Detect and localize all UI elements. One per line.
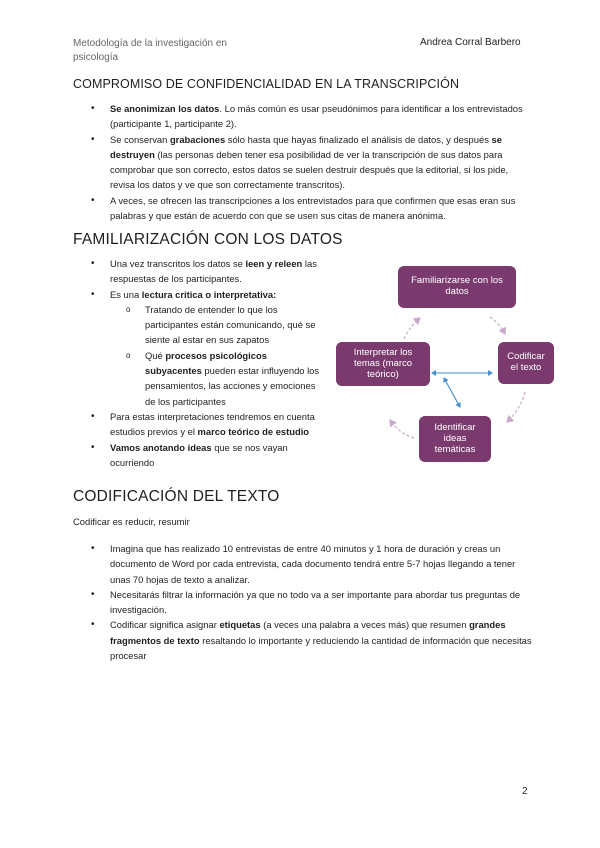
list-item: • Necesitarás filtrar la información ya que no todo va a ser importante para abordar tus preguntas de investigación. [110,587,532,618]
list-item: • Imagina que has realizado 10 entrevistas de entre 40 minutos y 1 hora de duración y creas un documento de Word por cada entrevista, cada documento tendrá entre 5-7 hojas llegando a tener unas 70 hojas de texto a analizar. [110,541,532,587]
familiarizacion-list [110,256,320,470]
sub-list-item: o Qué procesos psicológicos subyacentes pueden estar influyendo los pensamientos, las acciones y emociones de los participantes [145,348,320,409]
arrow-top-to-right [490,317,505,334]
section-title-familiarizacion: FAMILIARIZACIÓN CON LOS DATOS [73,231,343,248]
cycle-box-familiarizarse-label: Familiarizarse con los datos [411,275,503,297]
section-title-codificacion: CODIFICACIÓN DEL TEXTO [73,488,280,505]
inner-arrow-up [444,378,460,407]
cycle-box-codificar-label: Codificar el texto [507,351,545,373]
header-document-title: Metodología de la investigación en psicología [73,38,227,63]
confidencialidad-list [110,101,530,223]
sub-list [145,302,320,409]
list-item: • Vamos anotando ideas que se nos vayan ocurriendo [110,440,320,471]
arrow-left-to-top [404,318,420,339]
list-item: • Es una lectura crítica o interpretativa: o Tratando de entender lo que los participantes están comunicando, qué se siente al estar en sus zapatos o Qué procesos psicológicos subyacentes pueden estar influyendo los pensamientos, las acciones y emociones de los participantes [110,287,320,409]
page-number: 2 [522,786,528,797]
list-item: • Codificar significa asignar etiquetas (a veces una palabra a veces más) que resumen grandes fragmentos de texto resaltando lo importante y reduciendo la cantidad de información que necesitas procesar [110,617,532,663]
header-author: Andrea Corral Barbero [420,37,521,48]
codificacion-list [110,541,532,663]
arrow-bottom-to-left [390,420,414,438]
list-item: • A veces, se ofrecen las transcripciones a los entrevistados para que confirmen que esas eran sus palabras y que están de acuerdo con que se usen sus citas de manera anónima. [110,193,530,224]
section-note: Codificar es reducir, resumir [73,516,190,527]
sub-list-item: o Tratando de entender lo que los participantes están comunicando, qué se siente al estar en sus zapatos [145,302,320,348]
list-item: • Para estas interpretaciones tendremos en cuenta estudios previos y el marco teórico de estudio [110,409,320,440]
list-item: • Una vez transcritos los datos se leen y releen las respuestas de los participantes. [110,256,320,287]
cycle-box-interpretar-label: Interpretar los temas (marco teórico) [353,347,413,380]
list-item: • Se conservan grabaciones sólo hasta que hayas finalizado el análisis de datos, y después se destruyen (las personas deben tener esa posibilidad de ver la transcripción de sus datos para comprobar que son correcto, estos datos se suelen destruir después que la editorial, si los pide, revisa los datos y ve que son correctamente transcritos). [110,132,530,193]
analysis-cycle-diagram [332,262,554,468]
section-title-confidencialidad: COMPROMISO DE CONFIDENCIALIDAD EN LA TRANSCRIPCIÓN [73,77,460,91]
cycle-box-identificar-label: Identificar ideas temáticas [434,422,476,455]
arrow-right-to-bottom [507,392,525,422]
list-item: • Se anonimizan los datos. Lo más común es usar pseudónimos para identificar a los entrevistados (participante 1, participante 2). [110,101,530,132]
